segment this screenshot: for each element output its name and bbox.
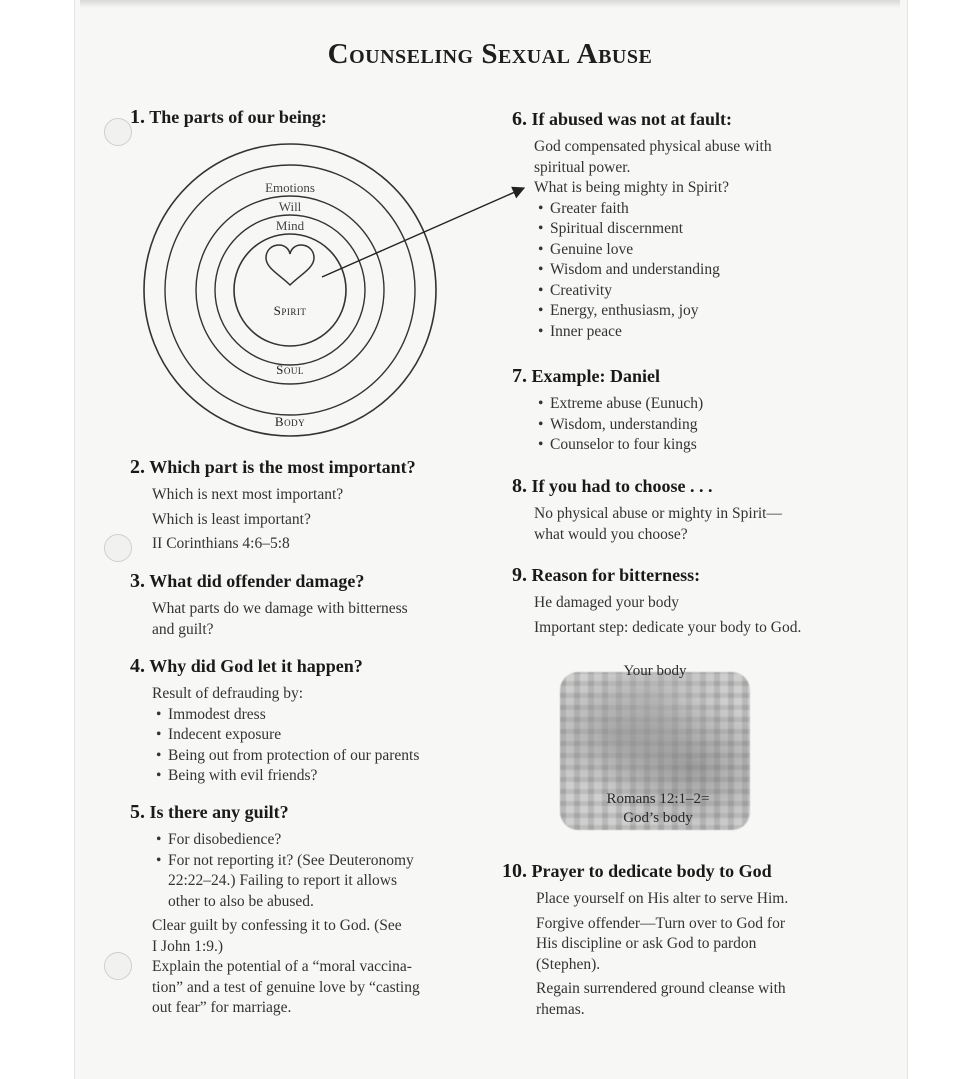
text-line: Clear guilt by confessing it to God. (See [152,917,402,934]
list-item: • For disobedience? [152,830,420,851]
layer-label-spirit: Spirit [273,303,307,318]
text-line: Explain the potential of a “moral vaccina- [152,958,412,975]
soul-inner-circle [215,215,365,365]
section-number: 7. [512,365,527,387]
text-line: Regain surrendered ground cleanse with [536,980,786,997]
list-item: • Spiritual discernment [534,219,772,240]
section-4 [130,655,419,787]
section-number: 6. [512,108,527,130]
layer-label-will: Will [278,199,302,214]
section-heading: The parts of our being: [149,107,327,127]
section-heading: Which part is the most important? [149,457,416,477]
list-item: • Wisdom and understanding [534,260,772,281]
text-line: His discipline or ask God to pardon [536,935,757,952]
list-item: • Creativity [534,281,772,302]
section-number: 2. [130,456,145,478]
photo-label-gods-body: God’s body [623,810,693,826]
list-item: • Inner peace [534,322,772,343]
list-item: • Extreme abuse (Eunuch) [534,394,703,415]
list-item: • Being out from protection of our parents [152,746,419,767]
photo-label-romans: Romans 12:1–2= [606,791,710,807]
list-item: • Greater faith [534,199,772,220]
section-number: 1. [130,106,145,128]
section-number: 5. [130,801,145,823]
text-line: out fear” for marriage. [152,999,292,1016]
list-item: • Being with evil friends? [152,766,419,787]
section-heading: What did offender damage? [149,571,365,591]
heart-icon [266,245,314,285]
question-line: What is being mighty in Spirit? [534,179,730,196]
layer-label-body: Body [274,414,306,429]
list-item: • Genuine love [534,240,772,261]
text-line: and guilt? [152,620,214,638]
text-line: rhemas. [536,1000,585,1018]
parts-of-being-diagram [0,0,980,460]
section-number: 4. [130,655,145,677]
binder-hole [104,952,132,980]
list-item-continuation: other to also be abused. [168,892,314,910]
text-line: Place yourself on His alter to serve Him. [536,890,789,907]
page-title: Counseling Sexual Abuse [327,38,653,70]
list-item: • Immodest dress [152,705,419,726]
section-heading: Example: Daniel [531,366,660,386]
text-line: what would you choose? [534,525,688,543]
section-9 [512,564,801,638]
layer-label-emotions: Emotions [265,180,315,195]
list-item: • Indecent exposure [152,725,419,746]
binder-hole [104,534,132,562]
section-number: 10. [502,860,527,882]
text-line: Which is next most important? [152,486,344,503]
section-heading: Reason for bitterness: [531,565,701,585]
layer-label-mind: Mind [275,218,305,233]
photo-label-your-body: Your body [623,663,687,679]
text-line: (Stephen). [536,955,601,973]
text-line: No physical abuse or mighty in Spirit— [534,505,782,522]
section-heading: If you had to choose . . . [531,476,713,496]
section-heading: Prayer to dedicate body to God [531,861,772,881]
section-6 [512,108,772,342]
list-item: • For not reporting it? (See Deuteronomy [152,851,420,872]
section-10 [502,860,788,1020]
arrow-to-section-6 [322,188,524,277]
text-line: spiritual power. [534,158,631,176]
section-3 [130,570,408,640]
text-line: God compensated physical abuse with [534,138,772,155]
spirit-circle [234,234,346,346]
section-number: 8. [512,475,527,497]
list-item: • Energy, enthusiasm, joy [534,301,772,322]
text-line: He damaged your body [534,594,680,611]
list-item: • Counselor to four kings [534,435,703,456]
text-line: I John 1:9.) [152,937,224,955]
text-line: II Corinthians 4:6–5:8 [152,535,290,552]
list-item: • Wisdom, understanding [534,415,703,436]
text-line: Which is least important? [152,510,311,528]
section-heading: Is there any guilt? [149,802,289,822]
text-line: What parts do we damage with bitterness [152,600,408,617]
text-line: Important step: dedicate your body to God. [534,618,802,636]
section-5 [130,801,420,1019]
section-heading: Why did God let it happen? [149,656,363,676]
layer-label-soul: Soul [276,362,304,377]
section-7 [512,365,703,456]
list-item-continuation: 22:22–24.) Failing to report it allows [168,872,398,889]
section-8 [512,475,782,545]
section-number: 9. [512,564,527,586]
text-line: tion” and a test of genuine love by “casting [152,978,420,996]
text-line: Forgive offender—Turn over to God for [536,914,785,932]
section-heading: If abused was not at fault: [531,109,733,129]
section-number: 3. [130,570,145,592]
section-2 [130,456,416,555]
intro-line: Result of defrauding by: [152,685,304,702]
